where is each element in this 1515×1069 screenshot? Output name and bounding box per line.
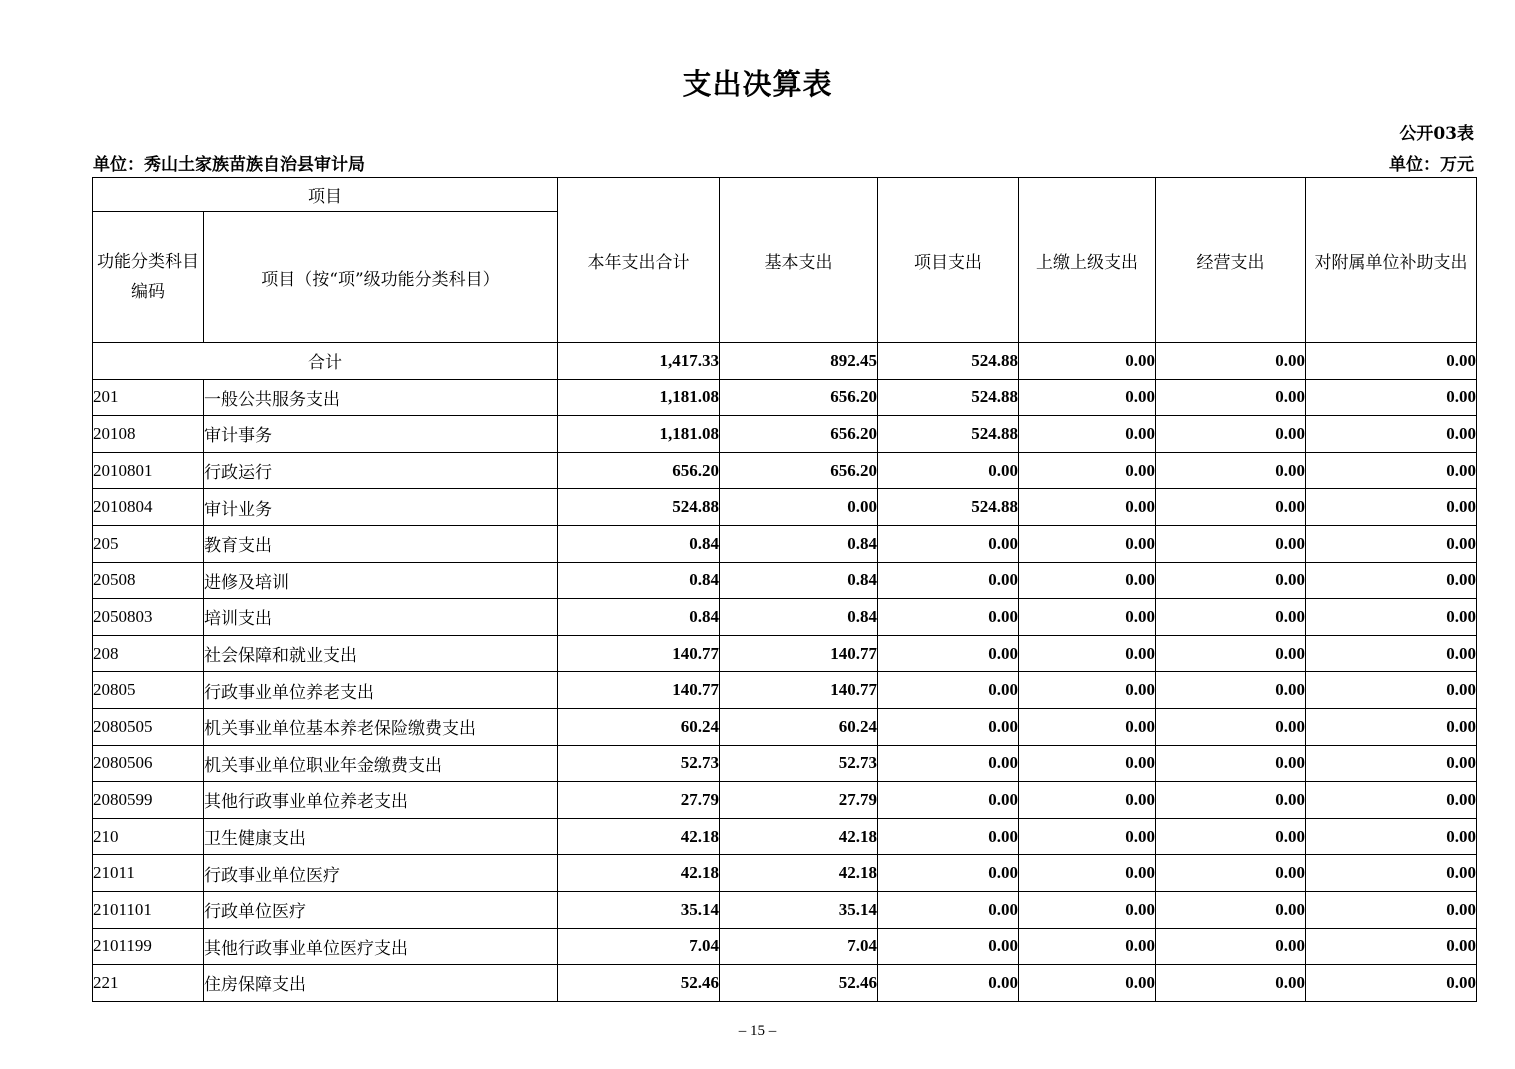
- table-row: [93, 525, 1477, 562]
- project-cell: 524.88: [878, 343, 1019, 380]
- code-cell: 221: [93, 965, 204, 1002]
- name-cell: 社会保障和就业支出: [204, 635, 558, 672]
- total-cell: 52.73: [558, 745, 720, 782]
- header-subsidy: 对附属单位补助支出: [1306, 178, 1477, 343]
- project-cell: 0.00: [878, 855, 1019, 892]
- basic-cell: 52.46: [720, 965, 878, 1002]
- upper-cell: 0.00: [1019, 562, 1156, 599]
- upper-cell: 0.00: [1019, 818, 1156, 855]
- header-business: 经营支出: [1156, 178, 1306, 343]
- name-cell: 审计业务: [204, 489, 558, 526]
- upper-cell: 0.00: [1019, 635, 1156, 672]
- total-cell: 524.88: [558, 489, 720, 526]
- code-cell: 2010804: [93, 489, 204, 526]
- table-row: [93, 672, 1477, 709]
- table-row: [93, 452, 1477, 489]
- code-cell: 2101101: [93, 891, 204, 928]
- business-cell: 0.00: [1156, 745, 1306, 782]
- total-cell: 0.84: [558, 525, 720, 562]
- table-row: [93, 599, 1477, 636]
- project-cell: 0.00: [878, 818, 1019, 855]
- table-row: [93, 379, 1477, 416]
- basic-cell: 140.77: [720, 672, 878, 709]
- name-cell: 审计事务: [204, 416, 558, 453]
- total-cell: 27.79: [558, 782, 720, 819]
- code-cell: 2101199: [93, 928, 204, 965]
- name-cell: 行政事业单位医疗: [204, 855, 558, 892]
- business-cell: 0.00: [1156, 452, 1306, 489]
- name-cell: 行政运行: [204, 452, 558, 489]
- subsidy-cell: 0.00: [1306, 452, 1477, 489]
- header-name: 项目（按“项”级功能分类科目）: [204, 212, 558, 343]
- total-cell: 7.04: [558, 928, 720, 965]
- upper-cell: 0.00: [1019, 928, 1156, 965]
- table-row: [93, 635, 1477, 672]
- subsidy-cell: 0.00: [1306, 599, 1477, 636]
- upper-cell: 0.00: [1019, 855, 1156, 892]
- subsidy-cell: 0.00: [1306, 416, 1477, 453]
- basic-cell: 0.84: [720, 562, 878, 599]
- upper-cell: 0.00: [1019, 599, 1156, 636]
- total-label: 合计: [93, 343, 558, 380]
- name-cell: 其他行政事业单位养老支出: [204, 782, 558, 819]
- page-title: 支出决算表: [682, 67, 833, 101]
- basic-cell: 656.20: [720, 416, 878, 453]
- header-project-expense: 项目支出: [878, 178, 1019, 343]
- table-row: [93, 708, 1477, 745]
- project-cell: 524.88: [878, 489, 1019, 526]
- business-cell: 0.00: [1156, 416, 1306, 453]
- name-cell: 一般公共服务支出: [204, 379, 558, 416]
- header-basic: 基本支出: [720, 178, 878, 343]
- basic-cell: 892.45: [720, 343, 878, 380]
- code-cell: 2080599: [93, 782, 204, 819]
- basic-cell: 27.79: [720, 782, 878, 819]
- total-cell: 1,417.33: [558, 343, 720, 380]
- code-cell: 2080506: [93, 745, 204, 782]
- name-cell: 行政事业单位养老支出: [204, 672, 558, 709]
- total-cell: 0.84: [558, 599, 720, 636]
- name-cell: 卫生健康支出: [204, 818, 558, 855]
- upper-cell: 0.00: [1019, 379, 1156, 416]
- subsidy-cell: 0.00: [1306, 782, 1477, 819]
- project-cell: 0.00: [878, 672, 1019, 709]
- table-row: [93, 965, 1477, 1002]
- basic-cell: 656.20: [720, 379, 878, 416]
- subsidy-cell: 0.00: [1306, 818, 1477, 855]
- subsidy-cell: 0.00: [1306, 672, 1477, 709]
- subsidy-cell: 0.00: [1306, 745, 1477, 782]
- total-cell: 60.24: [558, 708, 720, 745]
- subsidy-cell: 0.00: [1306, 489, 1477, 526]
- table-row: [93, 416, 1477, 453]
- business-cell: 0.00: [1156, 928, 1306, 965]
- organization-unit: 单位：秀山土家族苗族自治县审计局: [93, 155, 365, 175]
- business-cell: 0.00: [1156, 818, 1306, 855]
- subsidy-cell: 0.00: [1306, 343, 1477, 380]
- name-cell: 住房保障支出: [204, 965, 558, 1002]
- total-cell: 1,181.08: [558, 416, 720, 453]
- upper-cell: 0.00: [1019, 891, 1156, 928]
- total-cell: 1,181.08: [558, 379, 720, 416]
- table-row: [93, 891, 1477, 928]
- name-cell: 机关事业单位职业年金缴费支出: [204, 745, 558, 782]
- header-project: 项目: [93, 178, 558, 212]
- business-cell: 0.00: [1156, 965, 1306, 1002]
- code-cell: 210: [93, 818, 204, 855]
- header-total: 本年支出合计: [558, 178, 720, 343]
- basic-cell: 656.20: [720, 452, 878, 489]
- upper-cell: 0.00: [1019, 965, 1156, 1002]
- basic-cell: 140.77: [720, 635, 878, 672]
- subsidy-cell: 0.00: [1306, 562, 1477, 599]
- project-cell: 0.00: [878, 782, 1019, 819]
- name-cell: 行政单位医疗: [204, 891, 558, 928]
- code-cell: 201: [93, 379, 204, 416]
- business-cell: 0.00: [1156, 489, 1306, 526]
- subsidy-cell: 0.00: [1306, 965, 1477, 1002]
- subsidy-cell: 0.00: [1306, 525, 1477, 562]
- business-cell: 0.00: [1156, 379, 1306, 416]
- table-row: [93, 928, 1477, 965]
- upper-cell: 0.00: [1019, 489, 1156, 526]
- business-cell: 0.00: [1156, 855, 1306, 892]
- total-cell: 140.77: [558, 635, 720, 672]
- table-row: [93, 855, 1477, 892]
- basic-cell: 35.14: [720, 891, 878, 928]
- business-cell: 0.00: [1156, 525, 1306, 562]
- code-cell: 20508: [93, 562, 204, 599]
- project-cell: 0.00: [878, 745, 1019, 782]
- table-number: 公开03表: [1399, 124, 1474, 144]
- basic-cell: 42.18: [720, 818, 878, 855]
- name-cell: 教育支出: [204, 525, 558, 562]
- name-cell: 其他行政事业单位医疗支出: [204, 928, 558, 965]
- name-cell: 机关事业单位基本养老保险缴费支出: [204, 708, 558, 745]
- code-cell: 20805: [93, 672, 204, 709]
- upper-cell: 0.00: [1019, 672, 1156, 709]
- code-cell: 2050803: [93, 599, 204, 636]
- total-cell: 52.46: [558, 965, 720, 1002]
- name-cell: 培训支出: [204, 599, 558, 636]
- basic-cell: 0.84: [720, 525, 878, 562]
- project-cell: 0.00: [878, 452, 1019, 489]
- basic-cell: 52.73: [720, 745, 878, 782]
- subsidy-cell: 0.00: [1306, 855, 1477, 892]
- business-cell: 0.00: [1156, 343, 1306, 380]
- business-cell: 0.00: [1156, 672, 1306, 709]
- total-cell: 42.18: [558, 855, 720, 892]
- basic-cell: 0.84: [720, 599, 878, 636]
- table-row: [93, 782, 1477, 819]
- upper-cell: 0.00: [1019, 782, 1156, 819]
- project-cell: 0.00: [878, 708, 1019, 745]
- project-cell: 524.88: [878, 379, 1019, 416]
- basic-cell: 0.00: [720, 489, 878, 526]
- upper-cell: 0.00: [1019, 452, 1156, 489]
- subsidy-cell: 0.00: [1306, 379, 1477, 416]
- header-upper-payment: 上缴上级支出: [1019, 178, 1156, 343]
- business-cell: 0.00: [1156, 891, 1306, 928]
- total-cell: 42.18: [558, 818, 720, 855]
- subsidy-cell: 0.00: [1306, 891, 1477, 928]
- code-cell: 2080505: [93, 708, 204, 745]
- business-cell: 0.00: [1156, 599, 1306, 636]
- table-row: [93, 745, 1477, 782]
- total-cell: 140.77: [558, 672, 720, 709]
- project-cell: 0.00: [878, 891, 1019, 928]
- basic-cell: 7.04: [720, 928, 878, 965]
- expenditure-table: [92, 177, 1477, 1002]
- total-cell: 35.14: [558, 891, 720, 928]
- business-cell: 0.00: [1156, 708, 1306, 745]
- project-cell: 524.88: [878, 416, 1019, 453]
- code-cell: 205: [93, 525, 204, 562]
- upper-cell: 0.00: [1019, 708, 1156, 745]
- table-row: [93, 562, 1477, 599]
- code-cell: 21011: [93, 855, 204, 892]
- project-cell: 0.00: [878, 562, 1019, 599]
- project-cell: 0.00: [878, 965, 1019, 1002]
- header-code: 功能分类科目编码: [93, 212, 204, 343]
- name-cell: 进修及培训: [204, 562, 558, 599]
- upper-cell: 0.00: [1019, 416, 1156, 453]
- project-cell: 0.00: [878, 599, 1019, 636]
- total-row: [93, 343, 1477, 380]
- code-cell: 2010801: [93, 452, 204, 489]
- business-cell: 0.00: [1156, 782, 1306, 819]
- upper-cell: 0.00: [1019, 525, 1156, 562]
- project-cell: 0.00: [878, 525, 1019, 562]
- code-cell: 20108: [93, 416, 204, 453]
- total-cell: 656.20: [558, 452, 720, 489]
- basic-cell: 42.18: [720, 855, 878, 892]
- business-cell: 0.00: [1156, 635, 1306, 672]
- business-cell: 0.00: [1156, 562, 1306, 599]
- code-cell: 208: [93, 635, 204, 672]
- subsidy-cell: 0.00: [1306, 928, 1477, 965]
- project-cell: 0.00: [878, 635, 1019, 672]
- upper-cell: 0.00: [1019, 343, 1156, 380]
- subsidy-cell: 0.00: [1306, 708, 1477, 745]
- project-cell: 0.00: [878, 928, 1019, 965]
- upper-cell: 0.00: [1019, 745, 1156, 782]
- page-number: – 15 –: [738, 1023, 777, 1039]
- table-row: [93, 489, 1477, 526]
- subsidy-cell: 0.00: [1306, 635, 1477, 672]
- table-row: [93, 818, 1477, 855]
- total-cell: 0.84: [558, 562, 720, 599]
- basic-cell: 60.24: [720, 708, 878, 745]
- money-unit: 单位：万元: [1389, 155, 1474, 175]
